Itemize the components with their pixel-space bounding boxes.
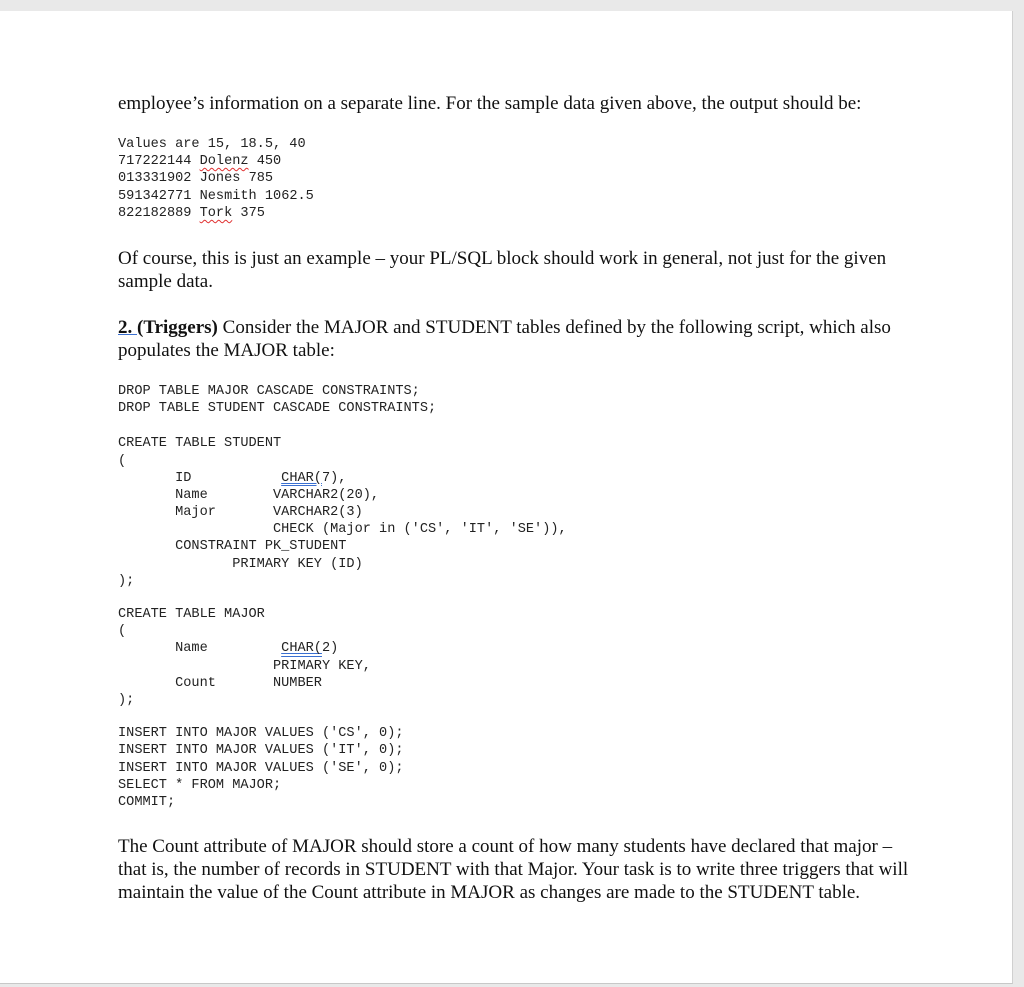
code-line: INSERT INTO MAJOR VALUES ('IT', 0); [118,743,404,759]
paragraph-task: The Count attribute of MAJOR should store a count of how many students have declared that major – that is, the number of records in STUDENT with that Major. Your task is to write three triggers that will maintain the value of the Count attribute in MAJOR as changes are made to the STUDENT table. [118,836,909,904]
code-line: ( [118,453,127,469]
paragraph-output-intro: employee’s information on a separate line. For the sample data given above, the output should be: [118,93,862,114]
code-line: ); [118,573,135,589]
code-line: PRIMARY KEY (ID) [118,556,363,572]
code-line: SELECT * FROM MAJOR; [118,777,282,793]
code-line: Name VARCHAR2(20), [118,487,380,503]
code-line: Name CHAR(2) [118,641,339,657]
output-row: 591342771 Nesmith 1062.5 [118,188,314,204]
code-line: DROP TABLE MAJOR CASCADE CONSTRAINTS; [118,383,420,399]
code-line: ID CHAR(7), [118,470,347,486]
drop-table-code [118,383,1012,417]
document-page [0,11,1013,984]
code-line: Count NUMBER [118,675,322,691]
code-line: CHECK (Major in ('CS', 'IT', 'SE')), [118,522,567,538]
code-line: CREATE TABLE MAJOR [118,607,265,622]
code-line: INSERT INTO MAJOR VALUES ('SE', 0); [118,760,404,776]
code-line: COMMIT; [118,794,176,810]
paragraph-general: Of course, this is just an example – your PL/SQL block should work in general, not just for the given sample data. [118,247,887,292]
code-line: CREATE TABLE STUDENT [118,436,282,452]
insert-code [118,725,1012,811]
create-major-code [118,606,1012,709]
code-line: CONSTRAINT PK_STUDENT [118,539,347,555]
code-line: DROP TABLE STUDENT CASCADE CONSTRAINTS; [118,401,437,417]
output-row: 013331902 Jones 785 [118,171,274,187]
code-line: ); [118,692,135,708]
code-line: PRIMARY KEY, [118,658,371,674]
create-student-code [118,435,1012,590]
code-line: INSERT INTO MAJOR VALUES ('CS', 0); [118,726,404,742]
output-line: Values are 15, 18.5, 40 [118,137,306,152]
code-line: ( [118,624,127,640]
output-row: 717222144 Dolenz 450 [118,154,282,170]
question-2-heading: 2. (Triggers) Consider the MAJOR and STUDENT tables defined by the following script, which also populates the MAJOR table: [118,316,891,361]
code-line: Major VARCHAR2(3) [118,505,363,521]
sample-output-block [118,136,1012,222]
output-row: 822182889 Tork 375 [118,205,265,221]
